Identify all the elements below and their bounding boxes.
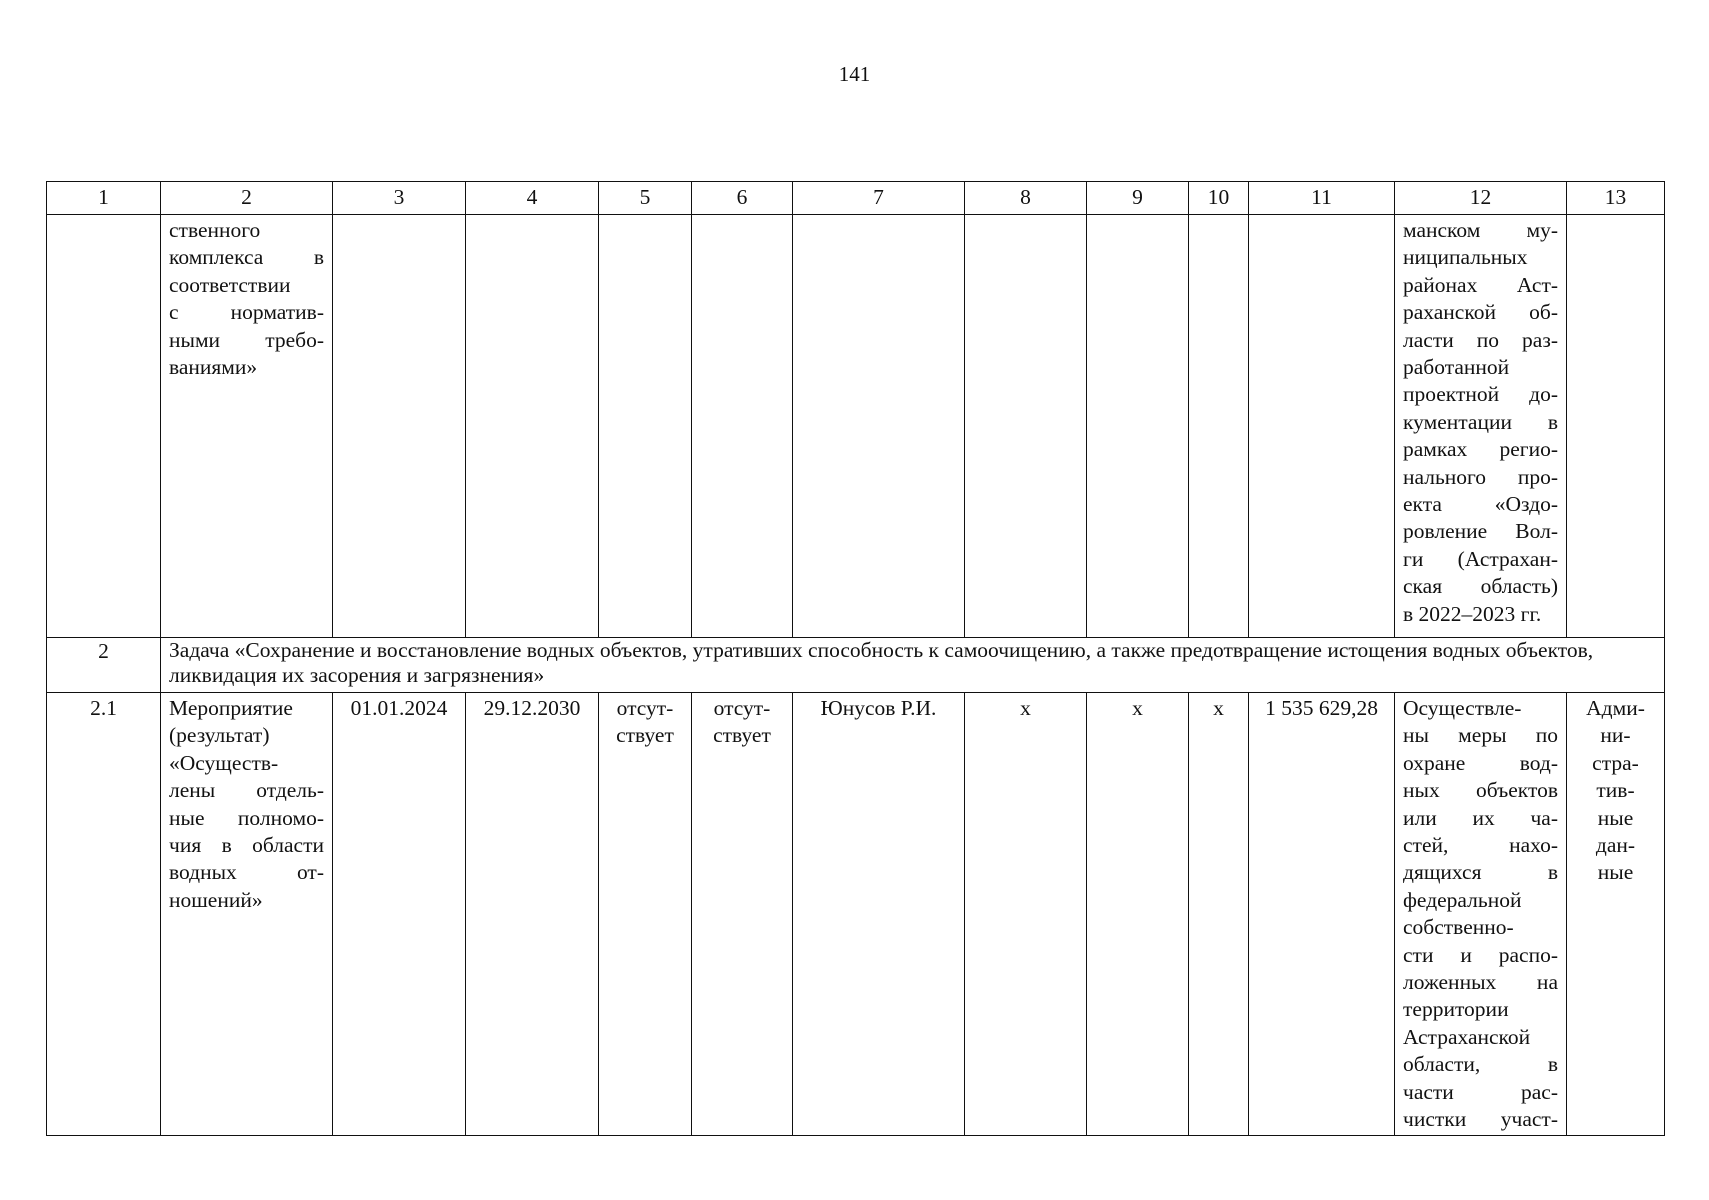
table-cell	[333, 215, 466, 638]
cell-text: ская область)	[1403, 574, 1558, 599]
column-number-header-row	[47, 182, 1665, 215]
start-date: 01.01.2024	[333, 693, 466, 1136]
table-cell	[47, 215, 161, 638]
table-cell: х	[1087, 693, 1189, 1136]
cell-text: части рас-	[1403, 1079, 1558, 1104]
cell-text: ни-	[1600, 723, 1631, 748]
column-header: 1	[47, 182, 161, 215]
task-number: 2	[47, 638, 161, 693]
column-header: 2	[161, 182, 333, 215]
table-cell	[1395, 215, 1567, 638]
column-header: 4	[466, 182, 599, 215]
cell-text: дан-	[1595, 833, 1636, 858]
cell-text: кументации в	[1403, 409, 1558, 434]
cell-text: ные	[1597, 805, 1634, 830]
cell-text: комплекса в	[169, 245, 324, 270]
cell-text: ложенных на	[1403, 970, 1558, 995]
cell-text: отсут-	[616, 696, 674, 720]
cell-text: области, в	[1403, 1052, 1558, 1077]
end-date: 29.12.2030	[466, 693, 599, 1136]
cell-text: Мероприятие	[169, 696, 293, 720]
table-cell	[1567, 215, 1665, 638]
cell-text: Адми-	[1586, 696, 1645, 720]
table-cell: х	[1189, 693, 1249, 1136]
cell-text: ниципальных	[1403, 245, 1528, 270]
cell-text: екта «Оздо-	[1403, 492, 1558, 517]
table-cell	[1249, 215, 1395, 638]
cell-text: ных объектов	[1403, 778, 1558, 803]
cell-text: в 2022–2023 гг.	[1403, 601, 1542, 626]
row-number: 2.1	[47, 693, 161, 1136]
column-header: 9	[1087, 182, 1189, 215]
cell-text: или их ча-	[1403, 805, 1558, 830]
cell-text: (результат)	[169, 723, 270, 748]
table-cell	[599, 693, 692, 1136]
cell-text: ные полномо-	[169, 805, 324, 830]
document-table	[46, 181, 1665, 1136]
cell-text: федеральной	[1403, 887, 1522, 912]
table-row	[47, 215, 1665, 638]
cell-text: территории	[1403, 997, 1509, 1022]
cell-text: стра-	[1592, 750, 1639, 775]
cell-text: манском му-	[1403, 218, 1558, 242]
task-description: Задача «Сохранение и восстановление водных объектов, утративших способность к самоочищению, а также предотвращение истощения водных объектов, ликвидация их засорения и загрязнения»	[161, 638, 1665, 693]
cell-text: тив-	[1596, 778, 1635, 803]
cell-text: ствует	[713, 723, 771, 748]
table-cell	[599, 215, 692, 638]
table-cell	[692, 693, 793, 1136]
cell-text: раханской об-	[1403, 300, 1558, 325]
table-cell	[1189, 215, 1249, 638]
table-cell	[1567, 693, 1665, 1136]
cell-text: ношений»	[169, 887, 263, 912]
column-header: 10	[1189, 182, 1249, 215]
cell-text: работанной	[1403, 355, 1510, 380]
cell-text: сти и распо-	[1403, 942, 1558, 967]
cell-text: лены отдель-	[169, 778, 324, 803]
column-header: 7	[793, 182, 965, 215]
table-cell: х	[965, 693, 1087, 1136]
cell-text: ствует	[616, 723, 674, 748]
cell-text: рамках регио-	[1403, 437, 1558, 462]
table-cell	[793, 215, 965, 638]
table-cell	[692, 215, 793, 638]
column-header: 8	[965, 182, 1087, 215]
cell-text: ги (Астрахан-	[1403, 546, 1558, 571]
cell-text: нального про-	[1403, 464, 1558, 489]
column-header: 11	[1249, 182, 1395, 215]
table-row	[47, 693, 1665, 1136]
amount: 1 535 629,28	[1249, 693, 1395, 1136]
cell-text: районах Аст-	[1403, 272, 1558, 297]
cell-text: проектной до-	[1403, 382, 1558, 407]
cell-text: охране вод-	[1403, 750, 1558, 775]
table-cell	[161, 215, 333, 638]
cell-text: собственно-	[1403, 915, 1514, 940]
cell-text: ровление Вол-	[1403, 519, 1558, 544]
column-header: 5	[599, 182, 692, 215]
cell-text: чистки участ-	[1403, 1107, 1558, 1132]
table-cell	[1395, 693, 1567, 1136]
column-header: 12	[1395, 182, 1567, 215]
cell-text: «Осуществ-	[169, 750, 279, 775]
cell-text: стей, нахо-	[1403, 833, 1558, 858]
cell-text: ваниями»	[169, 355, 258, 380]
table-cell	[1087, 215, 1189, 638]
column-header: 13	[1567, 182, 1665, 215]
cell-text: водных от-	[169, 860, 324, 885]
table-cell	[466, 215, 599, 638]
table-cell	[161, 693, 333, 1136]
cell-text: с норматив-	[169, 300, 324, 325]
cell-text: дящихся в	[1403, 860, 1558, 885]
cell-text: Астраханской	[1403, 1024, 1531, 1049]
page-number: 141	[838, 62, 871, 86]
column-header: 6	[692, 182, 793, 215]
cell-text: отсут-	[713, 696, 771, 720]
cell-text: соответствии	[169, 272, 291, 297]
cell-text: чия в области	[169, 833, 324, 858]
column-header: 3	[333, 182, 466, 215]
task-row	[47, 638, 1665, 693]
cell-text: ственного	[169, 218, 261, 242]
table-cell	[965, 215, 1087, 638]
cell-text: Осуществле-	[1403, 696, 1522, 720]
responsible-person: Юнусов Р.И.	[793, 693, 965, 1136]
cell-text: ны меры по	[1403, 723, 1558, 748]
cell-text: ные	[1597, 860, 1634, 885]
cell-text: ными требо-	[169, 327, 324, 352]
cell-text: ласти по раз-	[1403, 327, 1558, 352]
